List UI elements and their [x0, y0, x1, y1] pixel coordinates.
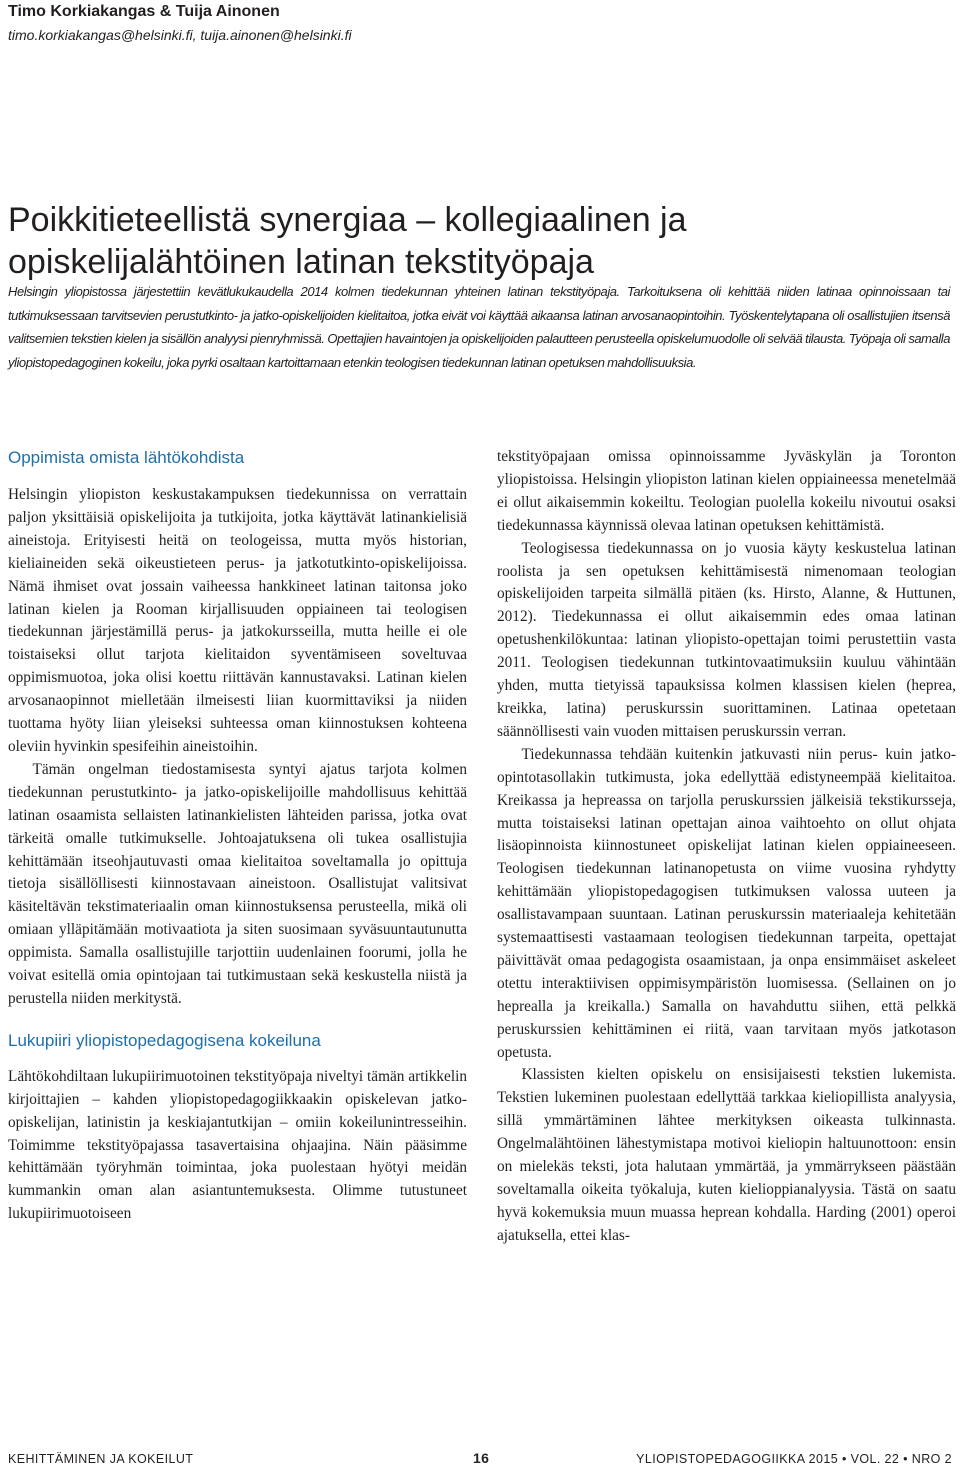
- paragraph: Klassisten kielten opiskelu on ensisijaisesti tekstien lukemista. Tekstien lukeminen puolestaan edellyttää tarkkaa kieliopillista analyysia, sillä ymmärtäminen lähtee merkityksen oikeasta tulkinnasta. Ongelmalähtöinen lähestymistapa motivoi kieliopin haltuunottoon: ensin on mielekäs teksti, jota halutaan ymmärtää, ja ymmärrykseen päästään soveltamalla oikeita työkaluja, kuten kielioppianalyysia. Tästä on saatu hyvä kokemuksia muun muassa heprean kohdalla. Harding (2001) operoi ajatuksella, ettei klas-: [497, 1066, 956, 1244]
- paragraph: Helsingin yliopiston keskustakampuksen tiedekunnissa on verrattain paljon yksittäisiä opiskelijoita ja tutkijoita, jotka käyttävät latinankielisiä aineistoja. Erityisesti heitä on teologeissa, mutta myös historian, kieliaineiden sekä oikeustieteen perus- ja jatkotutkinto-opiskelijoissa. Nämä ihmiset ovat jossain vaiheessa hankkineet latinan taitonsa joko latinan kielen ja Rooman kirjallisuuden oppiaineen tai teologisen tiedekunnan järjestämillä perus- ja jatkokursseilla, mutta heille ei ole toistaiseksi ollut tarjota kielitaidon syventämiseen soveltuvaa oppimismuotoa, joka olisi koettu riittävän kannustavaksi. Latinan kielen arvosanaopinnot mielletään ilmeisesti liian kuormittaviksi ja niiden tuottama hyöty liian yleiseksi suhteessa oman kiinnostuksen kohteena oleviin hyvinkin spesifeihin aineistoihin.: [8, 486, 467, 755]
- paragraph: Tämän ongelman tiedostamisesta syntyi ajatus tarjota kolmen tiedekunnan perustutkinto- ja jatko-opiskelijoille mahdollisuus kehittää latinan osaamista sellaisten latinankielisten lähteiden parissa, jotka ovat tärkeitä omalle tutkimukselle. Johtoajatuksena oli tukea osallistujia kehittämään itseohjautuvasti omaa kielitaitoa soveltamalla jo opittuja tietoja sisällöllisesti kiinnostavaan aineistoon. Osallistujat valitsivat käsiteltävän tekstimateriaalin oman kiinnostuksensa perusteella, mikä oli omiaan ylläpitämään motivaatiota ja siten suosimaan syväsuuntautunutta oppimista. Samalla osallistujille tarjottiin uudenlainen foorumi, jolla he voivat esitellä omia opintojaan tai tutkimustaan sekä keskustella niistä ja perustella niiden merkitystä.: [8, 760, 467, 1007]
- author-emails[interactable]: timo.korkiakangas@helsinki.fi, tuija.ainonen@helsinki.fi: [8, 27, 352, 43]
- right-column: [497, 446, 956, 1248]
- paragraph: Tiedekunnassa tehdään kuitenkin jatkuvasti niin perus- kuin jatko-opintotasollakin tutkimusta, joka edellyttää edistyneempää kielitaitoa. Kreikassa ja hepreassa on tarjolla peruskurssien jälkeisiä tekstikursseja, mutta toistaiseksi latinan opettajan ainoa vaihtoehto on ollut ohjata lisäopinnoista kiinnostuneet opiskelijat latinan kielen oppiaineeseen. Teologisen tiedekunnan latinanopetusta on viime vuosina ryhdytty kehittämään yliopistopedagogisen tutkimuksen valossa uuteen ja osallistavampaan suuntaan. Latinan peruskurssin materiaaleja kehitetään systemaattisesti vastaamaan teologisen tiedekunnan tarpeita, opettajat päivittävät omaa pedagogista osaamistaan, ja onpa ensimmäiset askeleet otettu interaktiivisen oppimisympäristön luomisessa. (Sellainen on jo heprealla ja kreikalla.) Samalla on havahduttu siihen, että pelkkä peruskurssien kehittäminen ei riitä, vaan tarvitaan myös jatkotason opetusta.: [497, 745, 956, 1061]
- author-names: Timo Korkiakangas & Tuija Ainonen: [8, 3, 280, 20]
- page-number: 16: [473, 1450, 490, 1466]
- footer-section: KEHITTÄMINEN JA KOKEILUT: [8, 1452, 194, 1466]
- section-heading-lukupiiri: Lukupiiri yliopistopedagogisena kokeiluna: [8, 1030, 321, 1050]
- paragraph: Teologisessa tiedekunnassa on jo vuosia käyty keskustelua latinan roolista ja sen opetuksen kehittämisestä nimenomaan teologian opiskelijoiden tarpeita silmällä pitäen (ks. Hirsto, Alanne, & Huttunen, 2012). Tiedekunnassa ei ollut aikaisemmin edes omaa latinan opetushenkilökuntaa: latinan yliopisto-opettajan toimi perustettiin vasta 2011. Teologisen tiedekunnan tutkintovaatimuksiin kuuluu vähintään yhden, mutta tietyissä tapauksissa kolmen klassisen kielen (heprea, kreikka, latina) peruskurssin suorittaminen. Latinaa opetetaan säännöllisesti vain vuoden mittaisen peruskurssin verran.: [497, 539, 956, 740]
- paragraph: tekstityöpajaan omissa opinnoissamme Jyväskylän ja Toronton yliopistoissa. Helsingin yliopiston latinan kielen oppiaineessa menetelmää ei ollut aikaisemmin kokeiltu. Teologian puolella kokeilu nivoutui osaksi tiedekunnassa käynnissä olevaa latinan opetuksen kehittämistä.: [497, 448, 956, 534]
- author-block: [8, 2, 352, 45]
- footer-journal: YLIOPISTOPEDAGOGIIKKA 2015 • VOL. 22 • NRO 2: [636, 1452, 952, 1466]
- section-heading-oppimista: Oppimista omista lähtökohdista: [8, 448, 245, 467]
- article-title: Poikkitieteellistä synergiaa – kollegiaalinen ja opiskelijalähtöinen latinan tekstityöpaja: [8, 201, 687, 281]
- paragraph: Lähtökohdiltaan lukupiirimuotoinen tekstityöpaja niveltyi tämän artikkelin kirjoittajien – kahden yliopistopedagogiikkaakin opiskelevan jatko-opiskelijan, latinistin ja keskiajantutkijan – omiin kokeilunintresseihin. Toimimme tekstityöpajassa tasavertaisina ohjaajina. Näin pääsimme kehittämään työryhmän toimintaa, joka puolestaan hyötyi meidän kummankin oman alan asiantuntemuksesta. Olimme tutustuneet lukupiirimuotoiseen: [8, 1067, 467, 1223]
- left-column: [8, 446, 467, 1226]
- article-abstract: Helsingin yliopistossa järjestettiin kevätlukukaudella 2014 kolmen tiedekunnan yhteinen latinan tekstityöpaja. Tarkoituksena oli kehittää niiden latinaa opinnoissaan tai tutkimuksessaan tarvitsevien perustutkinto- ja jatko-opiskelijoiden kielitaitoa, jotka eivät voi käyttää aikaansa latinan arvosanaopintoihin. Työskentelytapana oli osallistujien itsensä valitsemien tekstien kielen ja sisällön analyysi pienryhmissä. Opettajien havaintojen ja opiskelijoiden palautteen perusteella opiskelumuodolle oli selvää tilausta. Työpaja oli samalla yliopistopedagoginen kokeilu, joka pyrki osaltaan kartoittamaan etenkin teologisen tiedekunnan latinan opetuksen mahdollisuuksia.: [8, 284, 950, 370]
